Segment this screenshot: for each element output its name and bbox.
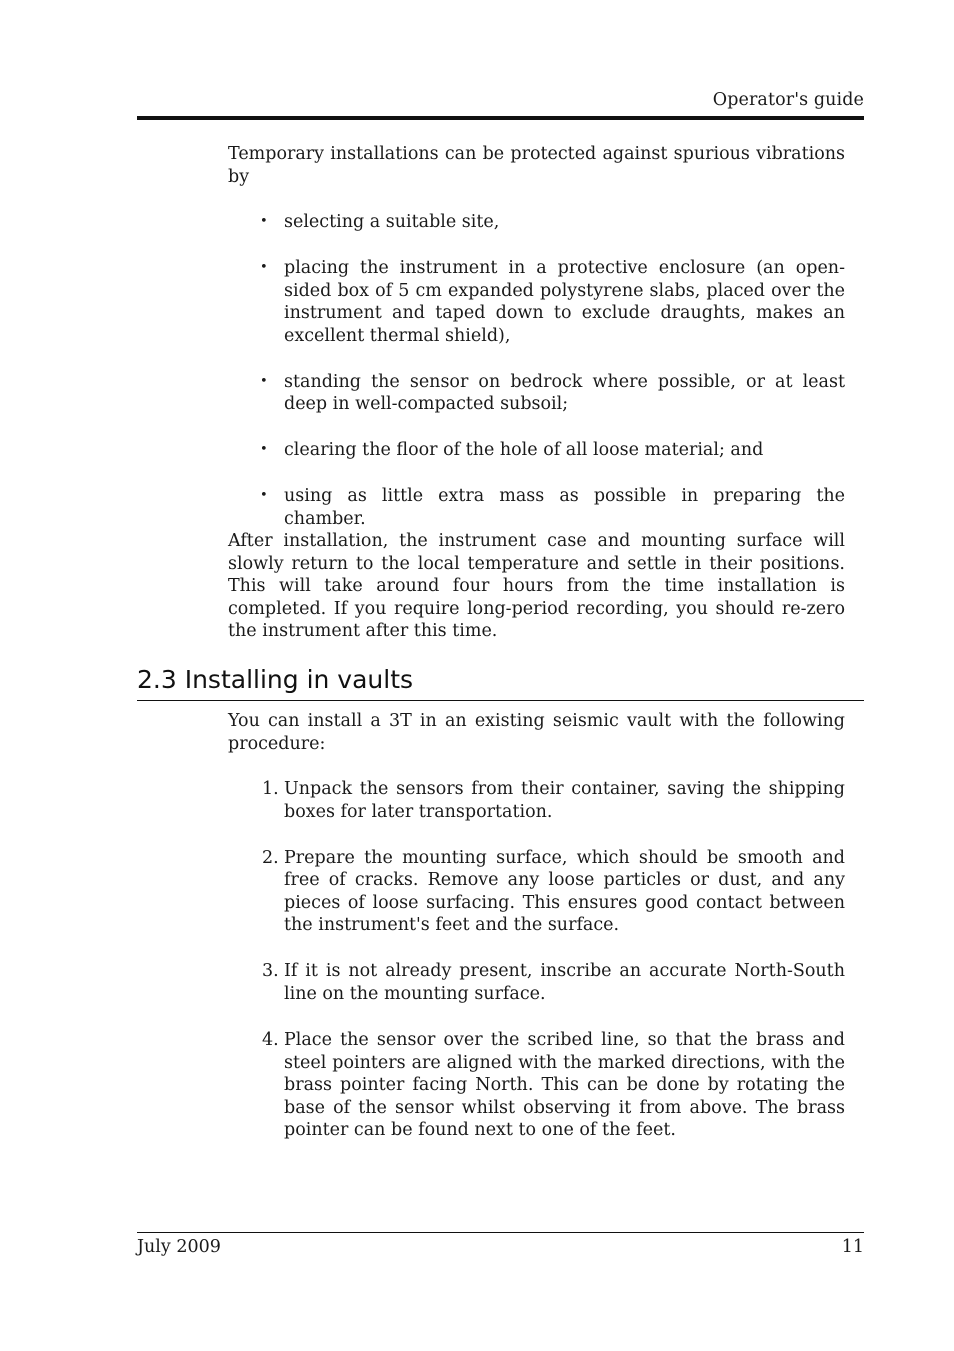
list-item-text: clearing the floor of the hole of all loose material; and [284,440,764,461]
protection-list [228,211,845,554]
step-item [228,1029,845,1142]
step-text: Place the sensor over the scribed line, so that the brass and steel pointers are aligned with the marked directions, with the brass pointer facing North. This can be done by rotating the base of the sensor whilst observing it from above. The brass pointer can be found next to one of the feet. [284,1029,845,1141]
step-number: 3. [262,961,279,982]
section-intro-paragraph: You can install a 3T in an existing seismic vault with the following procedure: [228,711,845,754]
section-rule [137,700,864,701]
bullet-marker: • [260,442,268,458]
header-rule [137,116,864,120]
step-text: Prepare the mounting surface, which should be smooth and free of cracks. Remove any loose particles or dust, and any pieces of loose surfacing. This ensures good contact between the instrument's feet and the surface. [284,847,845,936]
footer-date: July 2009 [137,1237,221,1257]
bullet-marker: • [260,373,268,389]
bullet-marker: • [260,214,268,229]
step-number: 1. [262,779,279,799]
step-item [228,847,845,937]
footer-rule [137,1232,864,1233]
list-item-text: selecting a suitable site, [284,212,500,232]
step-item [228,778,845,823]
step-text: Unpack the sensors from their container, saving the shipping boxes for later transportation. [284,779,845,822]
step-item [228,960,845,1005]
list-item [228,439,845,462]
list-item [228,485,845,530]
step-number: 2. [262,847,279,868]
list-item [228,211,845,234]
step-text: If it is not already present, inscribe an accurate North-South line on the mounting surface. [284,961,845,1004]
bullet-marker: • [260,488,268,504]
list-item-text: using as little extra mass as possible in preparing the chamber. [284,486,845,529]
page-number: 11 [841,1237,864,1257]
bullet-marker: • [260,259,268,275]
list-item-text: placing the instrument in a protective enclosure (an open-sided box of 5 cm expanded polystyrene slabs, placed over the instrument and taped down to exclude draughts, makes an excellent thermal shield), [284,257,845,346]
after-installation-paragraph: After installation, the instrument case and mounting surface will slowly return to the local temperature and settle in their positions. This will take around four hours from the time installation is completed. If you require long-period recording, you should re-zero the instrument after this time. [228,531,845,642]
procedure-steps [228,778,845,1165]
list-item [228,371,845,416]
list-item-text: standing the sensor on bedrock where possible, or at least deep in well-compacted subsoil; [284,371,845,415]
running-header: Operator's guide [712,90,864,110]
intro-paragraph: Temporary installations can be protected against spurious vibrations by [228,144,845,187]
section-heading: 2.3 Installing in vaults [137,665,414,694]
step-number: 4. [262,1029,279,1050]
list-item [228,257,845,347]
